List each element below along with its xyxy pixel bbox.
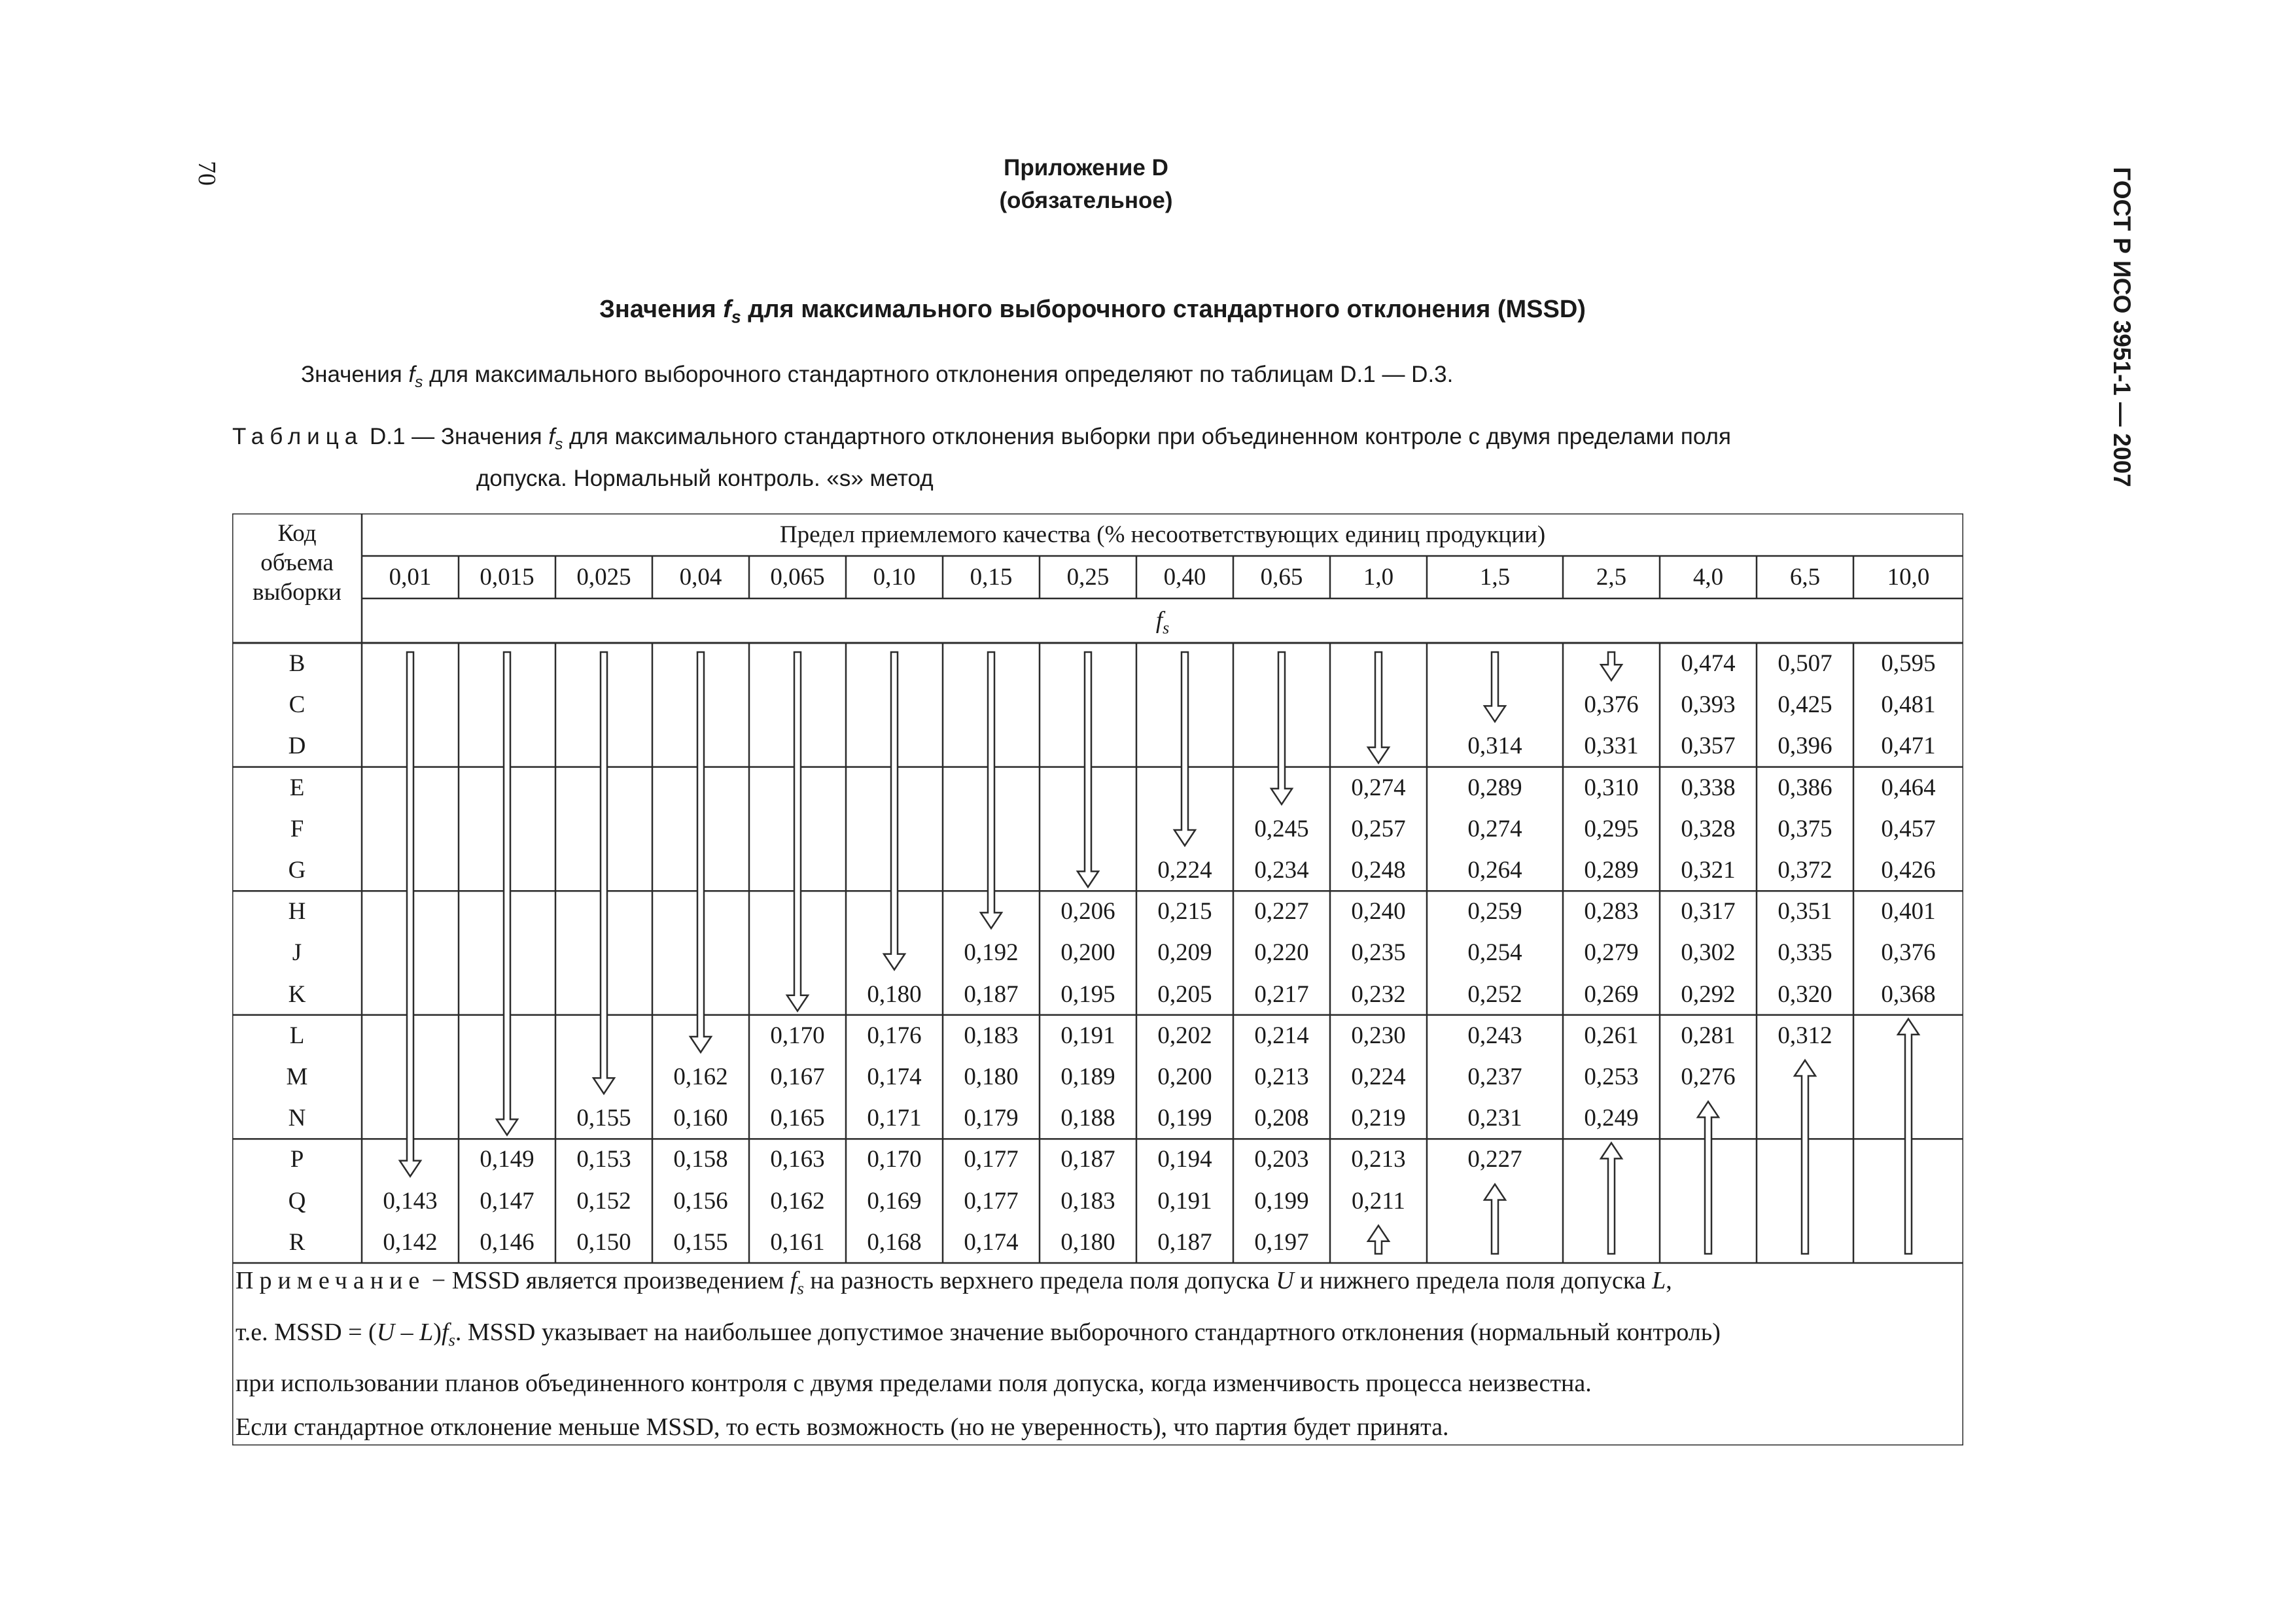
fs-value: 0,161 bbox=[770, 1228, 825, 1256]
arrow-down-icon bbox=[1077, 652, 1098, 887]
aql-value: 6,5 bbox=[1789, 564, 1821, 591]
sample-size-code: N bbox=[288, 1105, 306, 1132]
aql-value: 0,065 bbox=[770, 564, 825, 591]
fs-value: 0,205 bbox=[1157, 980, 1212, 1008]
fs-value: 0,180 bbox=[964, 1063, 1019, 1090]
fs-value: 0,203 bbox=[1254, 1146, 1309, 1173]
fs-value: 0,155 bbox=[576, 1105, 631, 1132]
fs-value: 0,292 bbox=[1681, 980, 1736, 1008]
aql-value: 0,40 bbox=[1163, 564, 1206, 591]
sample-size-code: E bbox=[289, 774, 305, 801]
sample-size-code: B bbox=[289, 650, 306, 677]
fs-value: 0,314 bbox=[1467, 733, 1522, 760]
standard-code-text: ГОСТ Р ИСО 3951-1 — 2007 bbox=[2109, 167, 2135, 487]
fs-value: 0,200 bbox=[1157, 1063, 1212, 1090]
fs-value: 0,152 bbox=[576, 1187, 631, 1215]
fs-value: 0,147 bbox=[480, 1187, 534, 1215]
fs-value: 0,276 bbox=[1681, 1063, 1736, 1090]
fs-value: 0,197 bbox=[1254, 1228, 1309, 1256]
sample-size-code: K bbox=[288, 980, 306, 1008]
fs-value: 0,146 bbox=[480, 1228, 534, 1256]
arrow-down-icon bbox=[593, 652, 614, 1094]
arrow-down-icon bbox=[981, 652, 1002, 928]
aql-value: 0,65 bbox=[1260, 564, 1303, 591]
caption-symbol: f bbox=[548, 424, 555, 449]
aql-value: 0,025 bbox=[576, 564, 631, 591]
fs-value: 0,177 bbox=[964, 1146, 1019, 1173]
fs-value: 0,224 bbox=[1157, 857, 1212, 884]
standard-code bbox=[2102, 157, 2141, 497]
fs-value: 0,162 bbox=[673, 1063, 728, 1090]
fs-value: 0,331 bbox=[1584, 733, 1639, 760]
fs-value: 0,191 bbox=[1060, 1022, 1115, 1049]
fs-value: 0,252 bbox=[1467, 980, 1522, 1008]
fs-value: 0,163 bbox=[770, 1146, 825, 1173]
fs-value: 0,279 bbox=[1584, 939, 1639, 967]
sample-size-code: J bbox=[292, 939, 302, 967]
arrow-down-icon bbox=[787, 652, 808, 1011]
sample-size-code: M bbox=[286, 1063, 308, 1090]
fs-value: 0,235 bbox=[1351, 939, 1406, 967]
note-label: Примечание bbox=[236, 1267, 426, 1294]
table-note bbox=[236, 1259, 1956, 1449]
intro-part-2: для максимального выборочного стандартного отклонения определяют по таблицам D.1 — D.3. bbox=[429, 362, 1454, 387]
fs-value: 0,168 bbox=[867, 1228, 922, 1256]
fs-value: 0,261 bbox=[1584, 1022, 1639, 1049]
aql-value: 0,015 bbox=[480, 564, 534, 591]
sample-size-code: C bbox=[289, 691, 306, 719]
fs-value: 0,220 bbox=[1254, 939, 1309, 967]
fs-value: 0,180 bbox=[867, 980, 922, 1008]
note-line-3: при использовании планов объединенного контроля с двумя пределами поля допуска, когда изменчивость процесса неизвестна. bbox=[236, 1370, 1592, 1398]
fs-value: 0,199 bbox=[1157, 1105, 1212, 1132]
fs-value: 0,269 bbox=[1584, 980, 1639, 1008]
fs-value: 0,187 bbox=[964, 980, 1019, 1008]
fs-value: 0,224 bbox=[1351, 1063, 1406, 1090]
intro-symbol-sub: s bbox=[415, 373, 423, 391]
fs-value: 0,162 bbox=[770, 1187, 825, 1215]
fs-value: 0,351 bbox=[1778, 898, 1832, 925]
fs-value: 0,191 bbox=[1157, 1187, 1212, 1215]
fs-value: 0,195 bbox=[1060, 980, 1115, 1008]
note-text-1b: на разность верхнего предела поля допуска bbox=[803, 1267, 1276, 1294]
fs-value: 0,368 bbox=[1881, 980, 1936, 1008]
note-dash: − bbox=[425, 1267, 452, 1294]
fs-value: 0,171 bbox=[867, 1105, 922, 1132]
fs-value: 0,227 bbox=[1254, 898, 1309, 925]
aql-value: 0,25 bbox=[1066, 564, 1110, 591]
fs-value: 0,211 bbox=[1352, 1187, 1405, 1215]
caption-label: Таблица bbox=[232, 424, 364, 449]
fs-value: 0,156 bbox=[673, 1187, 728, 1215]
fs-value: 0,192 bbox=[964, 939, 1019, 967]
note-s: s bbox=[797, 1278, 804, 1298]
fs-value: 0,249 bbox=[1584, 1105, 1639, 1132]
intro-part-1: Значения bbox=[301, 362, 402, 387]
note-line-1 bbox=[236, 1259, 1956, 1311]
fs-value: 0,471 bbox=[1881, 733, 1936, 760]
sample-size-code: L bbox=[289, 1022, 305, 1049]
fs-value: 0,259 bbox=[1467, 898, 1522, 925]
fs-value: 0,214 bbox=[1254, 1022, 1309, 1049]
code-header-line: Код bbox=[277, 520, 317, 547]
fs-value: 0,200 bbox=[1060, 939, 1115, 967]
aql-header: Предел приемлемого качества (% несоответствующих единиц продукции) bbox=[779, 521, 1546, 548]
code-header-line: объема bbox=[260, 549, 334, 576]
fs-value: 0,321 bbox=[1681, 857, 1736, 884]
fs-value: 0,328 bbox=[1681, 815, 1736, 842]
code-header-line: выборки bbox=[253, 579, 342, 606]
fs-value: 0,481 bbox=[1881, 691, 1936, 719]
fs-value: 0,335 bbox=[1778, 939, 1832, 967]
annex-subtitle: (обязательное) bbox=[999, 188, 1173, 213]
note-text-2c: . MSSD указывает на наибольшее допустимое значение выборочного стандартного отклонения (нормальный контроль) bbox=[455, 1318, 1721, 1346]
note-U-2: U bbox=[376, 1318, 395, 1346]
fs-value: 0,274 bbox=[1351, 774, 1406, 801]
sample-size-code: R bbox=[289, 1228, 306, 1256]
arrow-down-icon bbox=[884, 652, 905, 970]
fs-value: 0,253 bbox=[1584, 1063, 1639, 1090]
fs-value: 0,248 bbox=[1351, 857, 1406, 884]
fs-value: 0,188 bbox=[1060, 1105, 1115, 1132]
fs-value: 0,372 bbox=[1778, 857, 1832, 884]
fs-value: 0,310 bbox=[1584, 774, 1639, 801]
aql-value: 4,0 bbox=[1692, 564, 1724, 591]
intro-symbol: f bbox=[408, 362, 415, 387]
fs-value: 0,155 bbox=[673, 1228, 728, 1256]
arrow-up-icon bbox=[1898, 1019, 1919, 1254]
note-f: f bbox=[790, 1267, 797, 1294]
fs-value: 0,170 bbox=[770, 1022, 825, 1049]
fs-value: 0,179 bbox=[964, 1105, 1019, 1132]
fs-value: 0,231 bbox=[1467, 1105, 1522, 1132]
fs-value: 0,149 bbox=[480, 1146, 534, 1173]
fs-value: 0,289 bbox=[1584, 857, 1639, 884]
arrow-down-icon bbox=[400, 652, 421, 1177]
caption-symbol-sub: s bbox=[555, 436, 563, 453]
fs-value: 0,160 bbox=[673, 1105, 728, 1132]
title-part-2: для максимального выборочного стандартного отклонения (MSSD) bbox=[748, 296, 1586, 323]
arrow-down-icon bbox=[497, 652, 517, 1135]
fs-value: 0,213 bbox=[1351, 1146, 1406, 1173]
aql-value: 0,10 bbox=[873, 564, 916, 591]
fs-value: 0,295 bbox=[1584, 815, 1639, 842]
sample-size-code: Q bbox=[288, 1187, 306, 1215]
title-symbol-sub: s bbox=[731, 307, 741, 327]
fs-value: 0,240 bbox=[1351, 898, 1406, 925]
fs-value: 0,194 bbox=[1157, 1146, 1212, 1173]
fs-value: 0,230 bbox=[1351, 1022, 1406, 1049]
fs-value: 0,464 bbox=[1881, 774, 1936, 801]
fs-value: 0,401 bbox=[1881, 898, 1936, 925]
note-line-4: Если стандартное отклонение меньше MSSD, то есть возможность (но не уверенность), что партия будет принята. bbox=[236, 1413, 1449, 1442]
note-text-1c: и нижнего предела поля допуска bbox=[1293, 1267, 1653, 1294]
aql-value: 0,15 bbox=[970, 564, 1013, 591]
fs-value: 0,167 bbox=[770, 1063, 825, 1090]
fs-value: 0,169 bbox=[867, 1187, 922, 1215]
page-number: 70 bbox=[193, 161, 220, 186]
fs-value: 0,243 bbox=[1467, 1022, 1522, 1049]
sample-size-code: P bbox=[290, 1146, 304, 1173]
fs-value: 0,213 bbox=[1254, 1063, 1309, 1090]
annex-title: Приложение D bbox=[1004, 155, 1168, 181]
fs-value: 0,357 bbox=[1681, 733, 1736, 760]
title-symbol: f bbox=[723, 296, 731, 323]
fs-value: 0,317 bbox=[1681, 898, 1736, 925]
fs-value: 0,237 bbox=[1467, 1063, 1522, 1090]
fs-value: 0,206 bbox=[1060, 898, 1115, 925]
note-line-2 bbox=[236, 1311, 1956, 1362]
fs-header bbox=[362, 598, 1963, 643]
intro-paragraph bbox=[301, 362, 2002, 392]
note-L: L bbox=[1652, 1267, 1666, 1294]
caption-line-1: для максимального стандартного отклонения выборки при объединенном контроле с двумя пределами поля bbox=[569, 424, 1731, 449]
fs-value: 0,183 bbox=[964, 1022, 1019, 1049]
arrow-up-icon bbox=[1601, 1143, 1622, 1254]
aql-value: 0,04 bbox=[679, 564, 722, 591]
fs-value: 0,187 bbox=[1157, 1228, 1212, 1256]
fs-value: 0,320 bbox=[1778, 980, 1832, 1008]
fs-value: 0,219 bbox=[1351, 1105, 1406, 1132]
caption-number: D.1 — Значения bbox=[369, 424, 542, 449]
note-s-2: s bbox=[448, 1330, 455, 1350]
page-title bbox=[393, 296, 1793, 328]
fs-symbol-sub: s bbox=[1163, 618, 1170, 638]
fs-value: 0,338 bbox=[1681, 774, 1736, 801]
arrow-down-icon bbox=[1368, 652, 1389, 763]
fs-value: 0,183 bbox=[1060, 1187, 1115, 1215]
fs-value: 0,474 bbox=[1681, 650, 1736, 677]
arrow-up-icon bbox=[1368, 1226, 1389, 1254]
fs-value: 0,274 bbox=[1467, 815, 1522, 842]
fs-value: 0,217 bbox=[1254, 980, 1309, 1008]
arrow-down-icon bbox=[1271, 652, 1292, 804]
fs-value: 0,165 bbox=[770, 1105, 825, 1132]
note-text-1a: MSSD является произведением bbox=[451, 1267, 790, 1294]
aql-value: 10,0 bbox=[1887, 564, 1930, 591]
fs-value: 0,209 bbox=[1157, 939, 1212, 967]
fs-value: 0,425 bbox=[1778, 691, 1832, 719]
fs-value: 0,426 bbox=[1881, 857, 1936, 884]
arrow-up-icon bbox=[1698, 1101, 1719, 1254]
fs-value: 0,199 bbox=[1254, 1187, 1309, 1215]
fs-value: 0,202 bbox=[1157, 1022, 1212, 1049]
fs-value: 0,170 bbox=[867, 1146, 922, 1173]
fs-value: 0,150 bbox=[576, 1228, 631, 1256]
fs-value: 0,283 bbox=[1584, 898, 1639, 925]
fs-value: 0,302 bbox=[1681, 939, 1736, 967]
note-text-2b: ) bbox=[433, 1318, 442, 1346]
table-caption bbox=[232, 420, 1946, 496]
fs-value: 0,376 bbox=[1881, 939, 1936, 967]
aql-value: 2,5 bbox=[1596, 564, 1627, 591]
fs-value: 0,393 bbox=[1681, 691, 1736, 719]
aql-value: 1,0 bbox=[1363, 564, 1394, 591]
fs-value: 0,386 bbox=[1778, 774, 1832, 801]
sample-size-code: F bbox=[290, 815, 304, 842]
fs-value: 0,232 bbox=[1351, 980, 1406, 1008]
note-L-2: L bbox=[419, 1318, 434, 1346]
arrow-down-icon bbox=[1174, 652, 1195, 846]
annex-heading bbox=[805, 152, 1367, 217]
note-text-2a: т.е. MSSD = ( bbox=[236, 1318, 377, 1346]
fs-value: 0,234 bbox=[1254, 857, 1309, 884]
fs-value: 0,158 bbox=[673, 1146, 728, 1173]
fs-value: 0,189 bbox=[1060, 1063, 1115, 1090]
aql-value: 1,5 bbox=[1479, 564, 1511, 591]
fs-value: 0,595 bbox=[1881, 650, 1936, 677]
fs-value: 0,227 bbox=[1467, 1146, 1522, 1173]
fs-value: 0,375 bbox=[1778, 815, 1832, 842]
fs-value: 0,143 bbox=[383, 1187, 438, 1215]
code-header bbox=[232, 519, 362, 607]
fs-value: 0,457 bbox=[1881, 815, 1936, 842]
fs-value: 0,264 bbox=[1467, 857, 1522, 884]
fs-value: 0,289 bbox=[1467, 774, 1522, 801]
fs-value: 0,254 bbox=[1467, 939, 1522, 967]
sample-size-code: G bbox=[288, 857, 306, 884]
arrow-down-icon bbox=[690, 652, 711, 1052]
fs-value: 0,507 bbox=[1778, 650, 1832, 677]
sample-size-code: D bbox=[288, 733, 306, 760]
fs-value: 0,142 bbox=[383, 1228, 438, 1256]
note-U: U bbox=[1276, 1267, 1294, 1294]
fs-value: 0,257 bbox=[1351, 815, 1406, 842]
arrow-up-icon bbox=[1795, 1060, 1815, 1254]
fs-value: 0,281 bbox=[1681, 1022, 1736, 1049]
note-minus: – bbox=[394, 1318, 420, 1346]
fs-value: 0,174 bbox=[867, 1063, 922, 1090]
arrow-up-icon bbox=[1484, 1184, 1505, 1254]
fs-value: 0,376 bbox=[1584, 691, 1639, 719]
note-f-2: f bbox=[441, 1318, 449, 1346]
arrow-down-icon bbox=[1601, 652, 1622, 680]
arrow-down-icon bbox=[1484, 652, 1505, 721]
fs-value: 0,153 bbox=[576, 1146, 631, 1173]
fs-value: 0,396 bbox=[1778, 733, 1832, 760]
fs-value: 0,208 bbox=[1254, 1105, 1309, 1132]
caption-line-2: допуска. Нормальный контроль. «s» метод bbox=[476, 466, 934, 491]
fs-value: 0,177 bbox=[964, 1187, 1019, 1215]
fs-symbol: f bbox=[1155, 607, 1163, 634]
fs-value: 0,187 bbox=[1060, 1146, 1115, 1173]
title-part-1: Значения bbox=[599, 296, 716, 323]
fs-value: 0,215 bbox=[1157, 898, 1212, 925]
fs-value: 0,312 bbox=[1778, 1022, 1832, 1049]
fs-value: 0,180 bbox=[1060, 1228, 1115, 1256]
fs-value: 0,174 bbox=[964, 1228, 1019, 1256]
fs-value: 0,176 bbox=[867, 1022, 922, 1049]
sample-size-code: H bbox=[288, 898, 306, 925]
aql-value: 0,01 bbox=[389, 564, 432, 591]
fs-value: 0,245 bbox=[1254, 815, 1309, 842]
note-text-1d: , bbox=[1666, 1267, 1672, 1294]
